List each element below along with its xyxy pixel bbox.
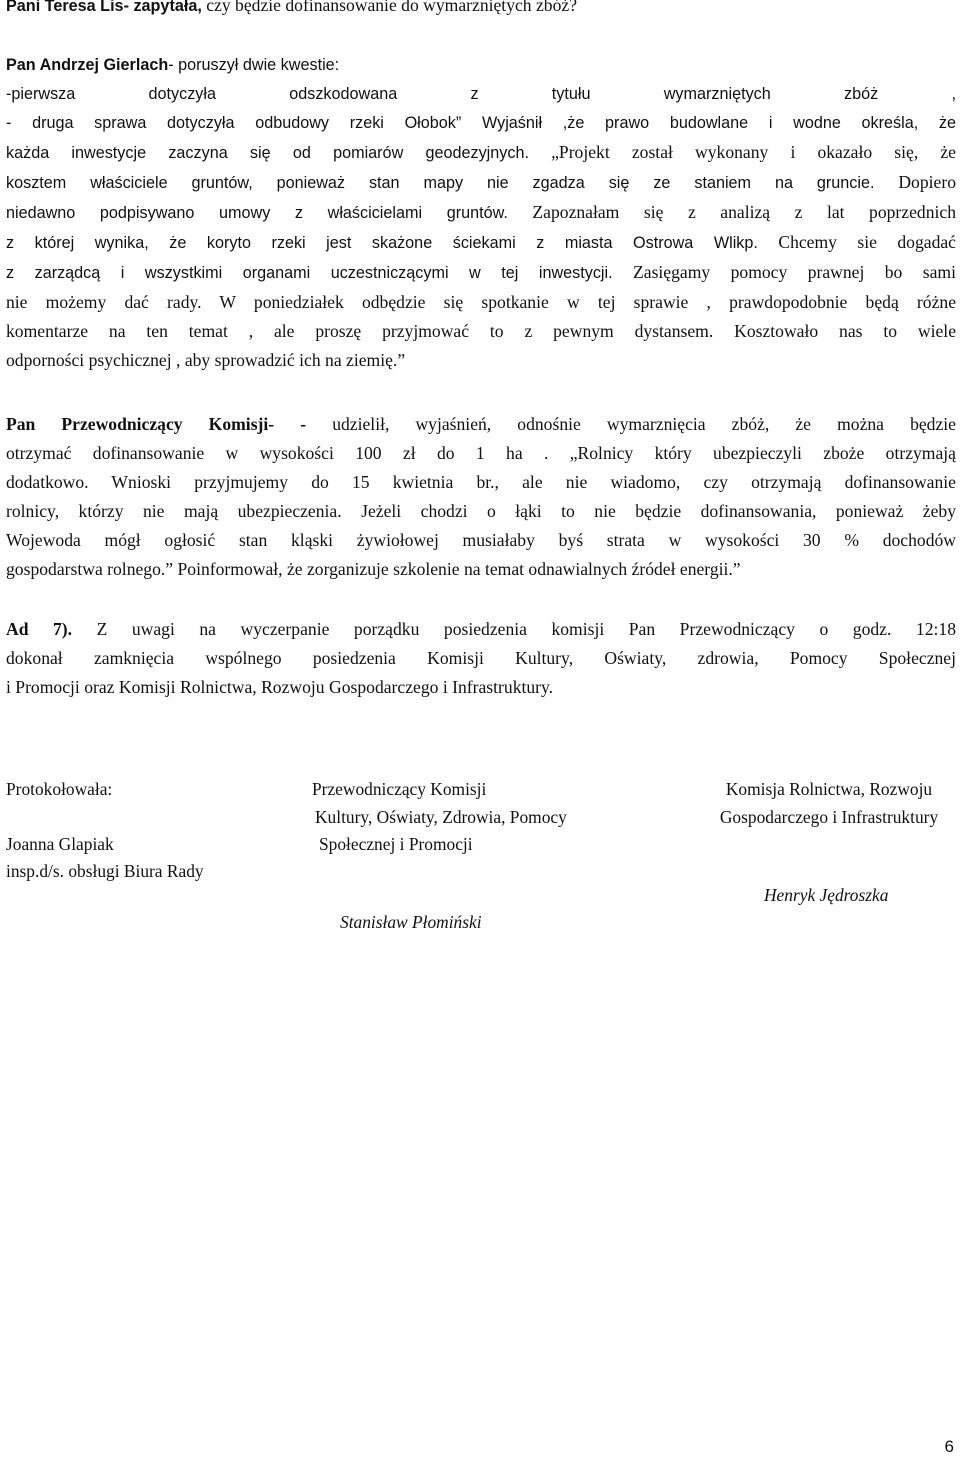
signature-middle <box>312 776 567 859</box>
text-segment: Chcemy sie dogadać <box>757 232 956 252</box>
agenda-item-label: Ad 7). <box>6 619 73 639</box>
word: z <box>470 85 479 103</box>
paragraph-line: rolnicy, którzy nie mają ubezpieczenia. Jeżeli chodzi o łąki to nie będzie dofinansowania, ponieważ żeby <box>6 501 956 521</box>
issue-two-line: - druga sprawa dotyczyła odbudowy rzeki Ołobok” Wyjaśnił ,że prawo budowlane i wodne określa, że <box>6 114 956 132</box>
word: dotyczyła <box>148 85 216 103</box>
text-segment: niedawno podpisywano umowy z właścicielami gruntów. <box>6 204 508 222</box>
committee-chair-name: Henryk Jędroszka <box>764 885 889 905</box>
paragraph-line <box>6 228 956 258</box>
text-segment: z zarządcą i wszystkimi organami uczestniczącymi w tej inwestycji. <box>6 264 613 282</box>
paragraph-line: otrzymać dofinansowanie w wysokości 100 zł do 1 ha . „Rolnicy który ubezpieczyli zboże otrzymają <box>6 443 956 463</box>
signature-left <box>6 776 204 886</box>
paragraph-line <box>6 615 956 644</box>
recorder-position: insp.d/s. obsługi Biura Rady <box>6 861 204 881</box>
word: tytułu <box>551 85 591 103</box>
text-segment: Z uwagi na wyczerpanie porządku posiedzenia komisji Pan Przewodniczący o godz. 12:18 <box>72 619 956 639</box>
text-segment: Zasięgamy pomocy prawnej bo sami <box>612 262 956 282</box>
speaker-name: Pan Przewodniczący Komisji- - <box>6 414 307 434</box>
text-segment: nie możemy dać rady. <box>6 292 202 312</box>
committee-name-cont: Społecznej i Promocji <box>319 834 473 854</box>
speaker-name: Pani Teresa Lis- zapytała, <box>6 0 202 15</box>
paragraph-line <box>6 168 956 198</box>
word: , <box>951 85 956 103</box>
paragraph-line: i Promocji oraz Komisji Rolnictwa, Rozwoju Gospodarczego i Infrastruktury. <box>6 677 554 697</box>
text-segment: W poniedziałek odbędzie się spotkanie w tej sprawie , prawdopodobnie będą różne <box>201 292 957 312</box>
speaker-intro-line <box>6 50 956 80</box>
paragraph-line: gospodarstwa rolnego.” Poinformował, że zorganizuje szkolenie na temat odnawialnych źródeł energii.” <box>6 559 741 579</box>
word: zbóż <box>844 85 879 103</box>
paragraph-line <box>6 198 956 228</box>
signature-right <box>700 776 958 831</box>
committee-title: Komisja Rolnictwa, Rozwoju <box>725 779 933 799</box>
text-segment: każda inwestycje zaczyna się od pomiarów geodezyjnych. <box>6 144 529 162</box>
text-segment: z której wynika, że koryto rzeki jest skażone ściekami z miasta Ostrowa Wlikp. <box>6 234 758 252</box>
question-line <box>6 0 956 21</box>
text-segment: udzielił, wyjaśnień, odnośnie wymarznięcia zbóż, że można będzie <box>306 414 956 434</box>
issue-one-line <box>6 80 956 109</box>
paragraph-line: odporności psychicznej , aby sprowadzić ich na ziemię.” <box>6 350 406 370</box>
chair-name: Stanisław Płomiński <box>340 912 482 932</box>
text-segment: „Projekt został wykonany i okazało się, że <box>528 142 956 162</box>
chair-title: Przewodniczący Komisji <box>312 779 487 799</box>
word: odszkodowana <box>289 85 398 103</box>
paragraph-line: komentarze na ten temat , ale proszę przyjmować to z pewnym dystansem. Kosztowało nas to wiele <box>6 321 956 341</box>
recorder-name: Joanna Glapiak <box>6 833 114 854</box>
question-text: czy będzie dofinansowanie do wymarzniętych zbóż? <box>201 0 578 15</box>
paragraph-line: Wojewoda mógł ogłosić stan kląski żywiołowej musiałaby byś strata w wysokości 30 % dochodów <box>6 530 956 550</box>
text-segment: Dopiero <box>874 172 956 192</box>
committee-title-cont: Gospodarczego i Infrastruktury <box>719 806 939 827</box>
document-page <box>6 0 956 702</box>
recorder-label: Protokołowała: <box>6 779 113 799</box>
paragraph-line: dodatkowo. Wnioski przyjmujemy do 15 kwietnia br., ale nie wiadomo, czy otrzymają dofinansowanie <box>6 472 956 492</box>
speaker-name: Pan Andrzej Gierlach <box>6 56 169 74</box>
committee-name: Kultury, Oświaty, Zdrowia, Pomocy <box>315 806 567 827</box>
paragraph-line <box>6 410 956 439</box>
word: -pierwsza <box>6 85 76 103</box>
text-segment: kosztem właściciele gruntów, ponieważ stan mapy nie zgadza się ze staniem na gruncie. <box>6 174 875 192</box>
text-segment: Zapoznałam się z analizą z lat poprzednich <box>507 202 957 222</box>
paragraph-line <box>6 138 956 168</box>
paragraph-line: dokonał zamknięcia wspólnego posiedzenia Komisji Kultury, Oświaty, zdrowia, Pomocy Społecznej <box>6 648 956 668</box>
word: wymarzniętych <box>663 85 771 103</box>
paragraph-line <box>6 258 956 288</box>
paragraph-line <box>6 288 956 317</box>
page-number: 6 <box>944 1437 954 1456</box>
intro-text: - poruszył dwie kwestie: <box>168 56 340 74</box>
